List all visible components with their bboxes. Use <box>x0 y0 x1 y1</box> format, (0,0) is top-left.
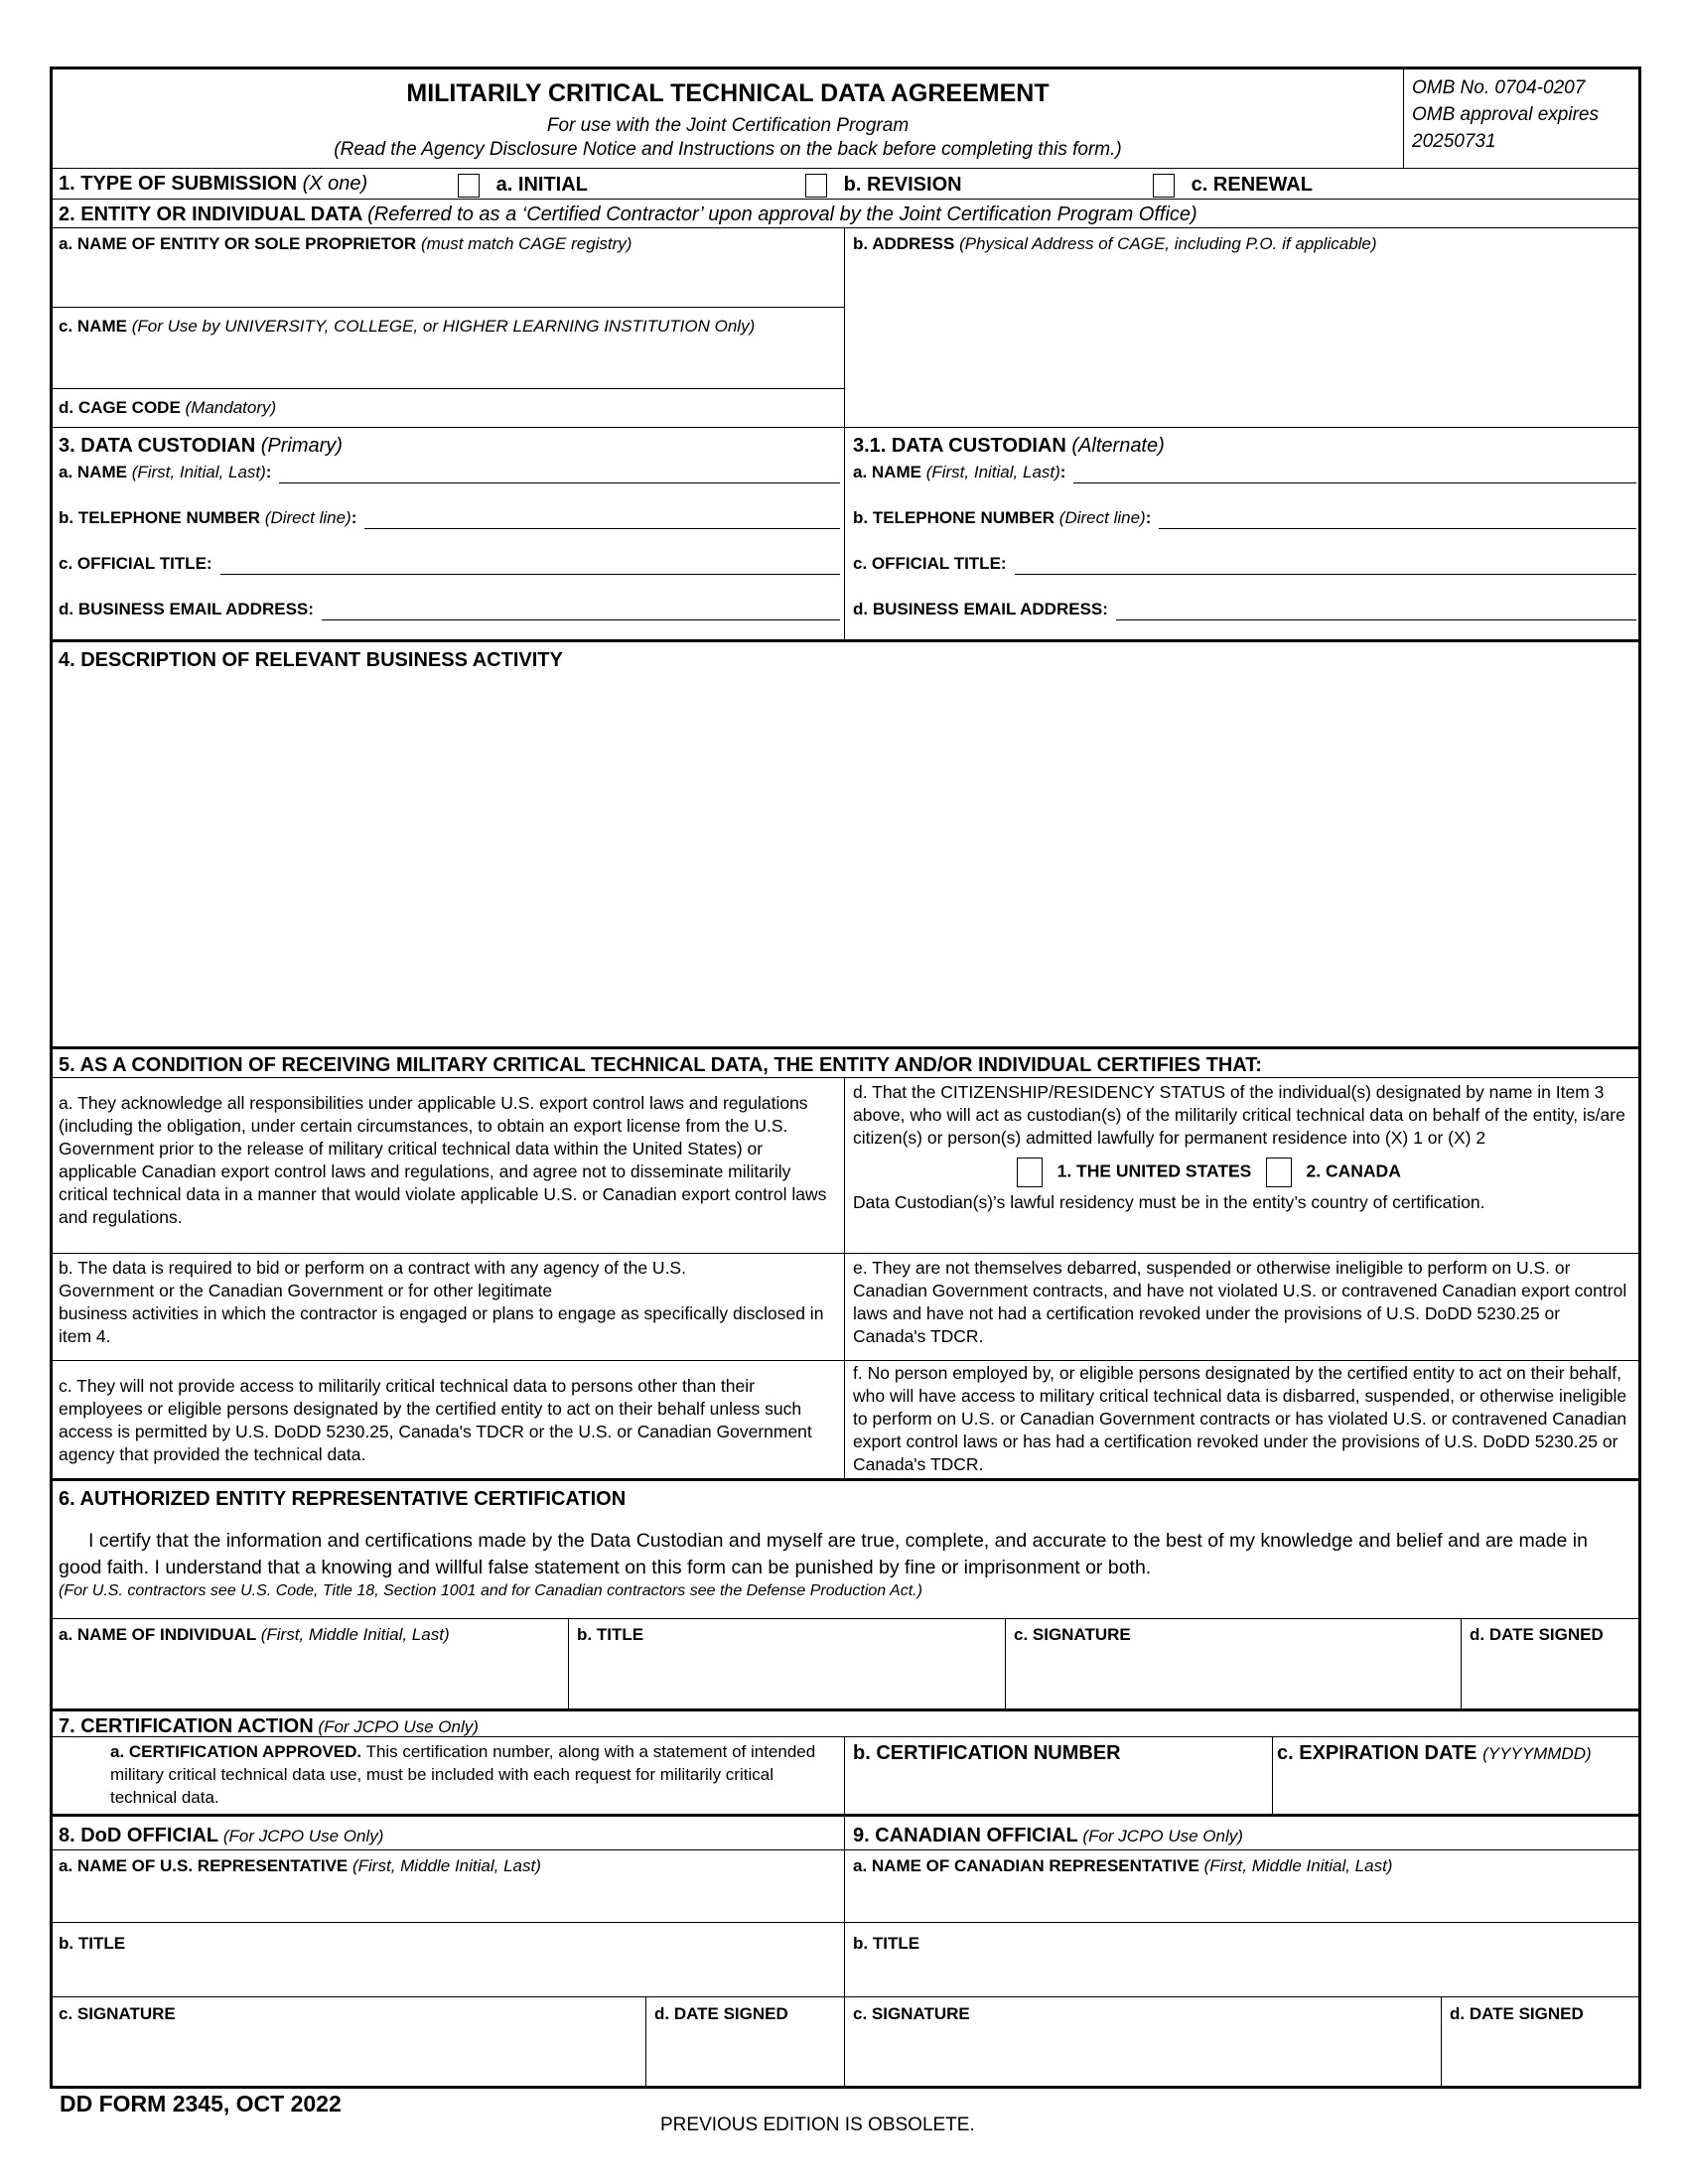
us-rep-name-hint: (First, Middle Initial, Last) <box>352 1856 541 1875</box>
omb-expires: OMB approval expires <box>1412 104 1599 125</box>
s8-hint: (For JCPO Use Only) <box>222 1827 384 1845</box>
s3-label: 3. DATA CUSTODIAN <box>59 435 256 457</box>
name-hint: (First, Initial, Last) <box>131 463 266 481</box>
checkbox-initial[interactable] <box>458 174 480 198</box>
s5-label: 5. AS A CONDITION OF RECEIVING MILITARY CRITICAL TECHNICAL DATA, THE ENTITY AND/OR INDIVIDUAL CERTIFIES THAT: <box>59 1054 1262 1076</box>
alternate-email-field[interactable] <box>853 599 1636 620</box>
s6-certification <box>50 1478 1641 1619</box>
name-hint: (First, Initial, Last) <box>925 463 1060 481</box>
colon: : <box>351 508 357 527</box>
checkbox-renewal[interactable] <box>1153 174 1175 198</box>
approved-label: a. CERTIFICATION APPROVED. <box>110 1742 362 1761</box>
ca-rep-date-label: d. DATE SIGNED <box>1450 2004 1584 2023</box>
s31-label: 3.1. DATA CUSTODIAN <box>853 435 1066 457</box>
entity-cname-field[interactable] <box>50 307 845 389</box>
cert-f: f. No person employed by, or eligible persons designated by the certified entity to act on their behalf, who will have access to military critical technical data is disbarred, suspended, or otherwise ineligible to perform on U.S. or Canadian Government contracts or has violated U.S. or contravened Canadian export control laws or has had a certification revoked under the provisions of U.S. DoDD 5230.25 or Canada's TDCR. <box>844 1360 1641 1479</box>
omb-box <box>1403 67 1641 169</box>
rep-name-hint: (First, Middle Initial, Last) <box>260 1625 450 1644</box>
us-rep-signature-field[interactable] <box>50 1996 646 2089</box>
ca-rep-title-field[interactable] <box>844 1922 1641 1997</box>
us-rep-title-label: b. TITLE <box>59 1934 126 1953</box>
form-id: DD FORM 2345, OCT 2022 <box>60 2091 342 2116</box>
cert-b <box>50 1253 845 1361</box>
address-field[interactable] <box>844 227 1641 428</box>
cert-c: c. They will not provide access to militarily critical technical data to persons other than their employees or eligible persons designated by the certified entity to act on their behalf unless such access is permitted by U.S. DoDD 5230.25, Canada's TDCR or the U.S. or Canadian Government agency that provided the technical data. <box>50 1360 845 1479</box>
cert-d-text: d. That the CITIZENSHIP/RESIDENCY STATUS of the individual(s) designated by name in Item 3 above, who will act as custodian(s) of the militarily critical technical data on behalf of the entity, is/are citizen(s) or person(s) admitted lawfully for permanent residence into (X) 1 or (X) 2 <box>853 1082 1625 1148</box>
phone-label: b. TELEPHONE NUMBER <box>59 508 261 527</box>
type-of-submission-row <box>50 168 1641 200</box>
input-line[interactable] <box>279 482 840 483</box>
primary-email-field[interactable] <box>59 599 840 620</box>
us-rep-date-label: d. DATE SIGNED <box>654 2004 788 2023</box>
phone-hint: (Direct line) <box>1058 508 1146 527</box>
initial-label: a. INITIAL <box>495 174 588 196</box>
form-instruction: (Read the Agency Disclosure Notice and Instructions on the back before completing this form.) <box>334 139 1122 161</box>
s2-heading <box>50 199 1641 228</box>
alternate-name-field[interactable] <box>853 462 1636 483</box>
alternate-title-field[interactable] <box>853 553 1636 575</box>
s4-label: 4. DESCRIPTION OF RELEVANT BUSINESS ACTIVITY <box>59 649 563 671</box>
primary-title-field[interactable] <box>59 553 840 575</box>
phone-hint: (Direct line) <box>264 508 352 527</box>
custodian-primary <box>50 427 845 640</box>
s7-heading <box>50 1708 1641 1737</box>
checkbox-revision[interactable] <box>805 174 827 198</box>
s9-label: 9. CANADIAN OFFICIAL <box>853 1825 1078 1846</box>
canada-label: 2. CANADA <box>1306 1160 1401 1181</box>
cert-b-line1: b. The data is required to bid or perform on a contract with any agency of the U.S. Government or the Canadian Government or for other legitimate <box>59 1258 686 1300</box>
s7-hint: (For JCPO Use Only) <box>318 1717 479 1736</box>
s3-hint: (Primary) <box>260 435 343 457</box>
cert-b-line2: business activities in which the contractor is engaged or plans to engage as specifically disclosed in item 4. <box>59 1303 824 1346</box>
title-label: c. OFFICIAL TITLE: <box>853 554 1007 573</box>
us-rep-name-field[interactable] <box>50 1849 845 1923</box>
input-line[interactable] <box>220 574 840 575</box>
us-rep-date-field[interactable] <box>645 1996 845 2089</box>
rep-signature-label: c. SIGNATURE <box>1014 1625 1131 1644</box>
cert-number-label: b. CERTIFICATION NUMBER <box>853 1742 1121 1764</box>
cert-d <box>844 1077 1641 1254</box>
s31-hint: (Alternate) <box>1071 435 1165 457</box>
rep-name-label: a. NAME OF INDIVIDUAL <box>59 1625 256 1644</box>
option-renewal[interactable] <box>1153 172 1313 198</box>
s2-label: 2. ENTITY OR INDIVIDUAL DATA <box>59 204 362 225</box>
checkbox-canada[interactable] <box>1266 1158 1292 1187</box>
omb-date: 20250731 <box>1412 131 1496 152</box>
s7-label: 7. CERTIFICATION ACTION <box>59 1715 314 1737</box>
cage-code-field[interactable] <box>50 388 845 428</box>
cert-e: e. They are not themselves debarred, suspended or otherwise ineligible to perform on U.S. or Canadian Government contracts, and have not violated U.S. or contravened Canadian export control laws and have not had a certification revoked under the provisions of U.S. DoDD 5230.25 or Canada's TDCR. <box>844 1253 1641 1361</box>
name-label: a. NAME <box>853 463 921 481</box>
option-initial[interactable] <box>458 172 588 198</box>
input-line[interactable] <box>322 619 840 620</box>
alternate-phone-field[interactable] <box>853 507 1636 529</box>
entity-name-hint: (must match CAGE registry) <box>420 234 633 253</box>
s1-hint: (X one) <box>302 173 368 195</box>
obsolete-notice: PREVIOUS EDITION IS OBSOLETE. <box>660 2115 975 2135</box>
input-line[interactable] <box>1015 574 1636 575</box>
s6-note: (For U.S. contractors see U.S. Code, Title 18, Section 1001 and for Canadian contractors see the Defense Production Act.) <box>59 1582 922 1599</box>
rep-signature-field[interactable] <box>1005 1618 1462 1709</box>
s2-hint: (Referred to as a ‘Certified Contractor’ upon approval by the Joint Certification Program Office) <box>367 204 1197 225</box>
expiration-date-field[interactable] <box>1272 1736 1641 1815</box>
s1-label: 1. TYPE OF SUBMISSION <box>59 173 298 195</box>
input-line[interactable] <box>1159 528 1636 529</box>
expiration-label: c. EXPIRATION DATE <box>1277 1742 1477 1764</box>
ca-rep-signature-field[interactable] <box>844 1996 1442 2089</box>
input-line[interactable] <box>1116 619 1636 620</box>
colon: : <box>1145 508 1152 527</box>
ca-rep-title-label: b. TITLE <box>853 1934 920 1953</box>
us-rep-signature-label: c. SIGNATURE <box>59 2004 176 2023</box>
primary-phone-field[interactable] <box>59 507 840 529</box>
ca-rep-signature-label: c. SIGNATURE <box>853 2004 970 2023</box>
colon: : <box>265 463 272 481</box>
name-label: a. NAME <box>59 463 127 481</box>
cage-label: d. CAGE CODE <box>59 398 181 417</box>
us-rep-title-field[interactable] <box>50 1922 845 1997</box>
revision-label: b. REVISION <box>843 174 962 196</box>
form-title: MILITARILY CRITICAL TECHNICAL DATA AGREEMENT <box>406 79 1050 107</box>
cert-approved <box>50 1736 845 1815</box>
approved-text: This certification number, along with a statement of intended military critical technical data use, must be included with each request for militarily critical technical data. <box>110 1742 816 1807</box>
united-states-label: 1. THE UNITED STATES <box>1056 1160 1252 1181</box>
s8-heading <box>50 1814 845 1850</box>
ca-rep-date-field[interactable] <box>1441 1996 1641 2089</box>
business-activity-field[interactable] <box>50 639 1641 1047</box>
s8-label: 8. DoD OFFICIAL <box>59 1825 219 1846</box>
cert-number-field[interactable] <box>844 1736 1273 1815</box>
email-label: d. BUSINESS EMAIL ADDRESS: <box>59 600 314 618</box>
cert-d-note: Data Custodian(s)’s lawful residency must be in the entity’s country of certification. <box>853 1192 1485 1212</box>
email-label: d. BUSINESS EMAIL ADDRESS: <box>853 600 1108 618</box>
form-header <box>50 67 1404 169</box>
address-hint: (Physical Address of CAGE, including P.O. if applicable) <box>959 234 1377 253</box>
renewal-label: c. RENEWAL <box>1191 174 1313 196</box>
checkbox-united-states[interactable] <box>1017 1158 1043 1187</box>
s6-label: 6. AUTHORIZED ENTITY REPRESENTATIVE CERTIFICATION <box>59 1488 627 1510</box>
option-revision[interactable] <box>805 172 962 198</box>
title-label: c. OFFICIAL TITLE: <box>59 554 212 573</box>
cert-a: a. They acknowledge all responsibilities under applicable U.S. export control laws and regulations (including the obligation, under certain circumstances, to obtain an export license from the U.S. Government prior to the release of military critical technical data within the United States) or applicable Canadian export control laws and regulations, and agree not to disseminate militarily critical technical data in a manner that would violate applicable U.S. or Canadian export control laws and regulations. <box>50 1077 845 1254</box>
s9-heading <box>844 1814 1641 1850</box>
rep-date-field[interactable] <box>1461 1618 1641 1709</box>
colon: : <box>1059 463 1066 481</box>
phone-label: b. TELEPHONE NUMBER <box>853 508 1055 527</box>
ca-rep-name-field[interactable] <box>844 1849 1641 1923</box>
s6-statement: I certify that the information and certifications made by the Data Custodian and myself are true, complete, and accurate to the best of my knowledge and belief and are made in good faith. I understand that a knowing and willful false statement on this form can be punished by fine or imprisonment or both. <box>59 1530 1588 1578</box>
s5-heading <box>50 1046 1641 1078</box>
rep-title-field[interactable] <box>568 1618 1006 1709</box>
entity-name-field[interactable] <box>50 227 845 308</box>
form-subtitle: For use with the Joint Certification Program <box>546 114 910 136</box>
address-label: b. ADDRESS <box>853 234 955 253</box>
ca-rep-name-label: a. NAME OF CANADIAN REPRESENTATIVE <box>853 1856 1199 1875</box>
omb-number: OMB No. 0704-0207 <box>1412 77 1586 98</box>
cage-hint: (Mandatory) <box>185 398 277 417</box>
rep-date-label: d. DATE SIGNED <box>1470 1625 1604 1644</box>
input-line[interactable] <box>1073 482 1636 483</box>
input-line[interactable] <box>364 528 840 529</box>
rep-title-label: b. TITLE <box>577 1625 644 1644</box>
entity-name-label: a. NAME OF ENTITY OR SOLE PROPRIETOR <box>59 234 417 253</box>
rep-name-field[interactable] <box>50 1618 569 1709</box>
cname-label: c. NAME <box>59 317 127 336</box>
us-rep-name-label: a. NAME OF U.S. REPRESENTATIVE <box>59 1856 349 1875</box>
cname-hint: (For Use by UNIVERSITY, COLLEGE, or HIGHER LEARNING INSTITUTION Only) <box>131 317 756 336</box>
expiration-hint: (YYYYMMDD) <box>1482 1744 1592 1763</box>
s9-hint: (For JCPO Use Only) <box>1082 1827 1243 1845</box>
custodian-alternate <box>844 427 1641 640</box>
ca-rep-name-hint: (First, Middle Initial, Last) <box>1203 1856 1393 1875</box>
primary-name-field[interactable] <box>59 462 840 483</box>
